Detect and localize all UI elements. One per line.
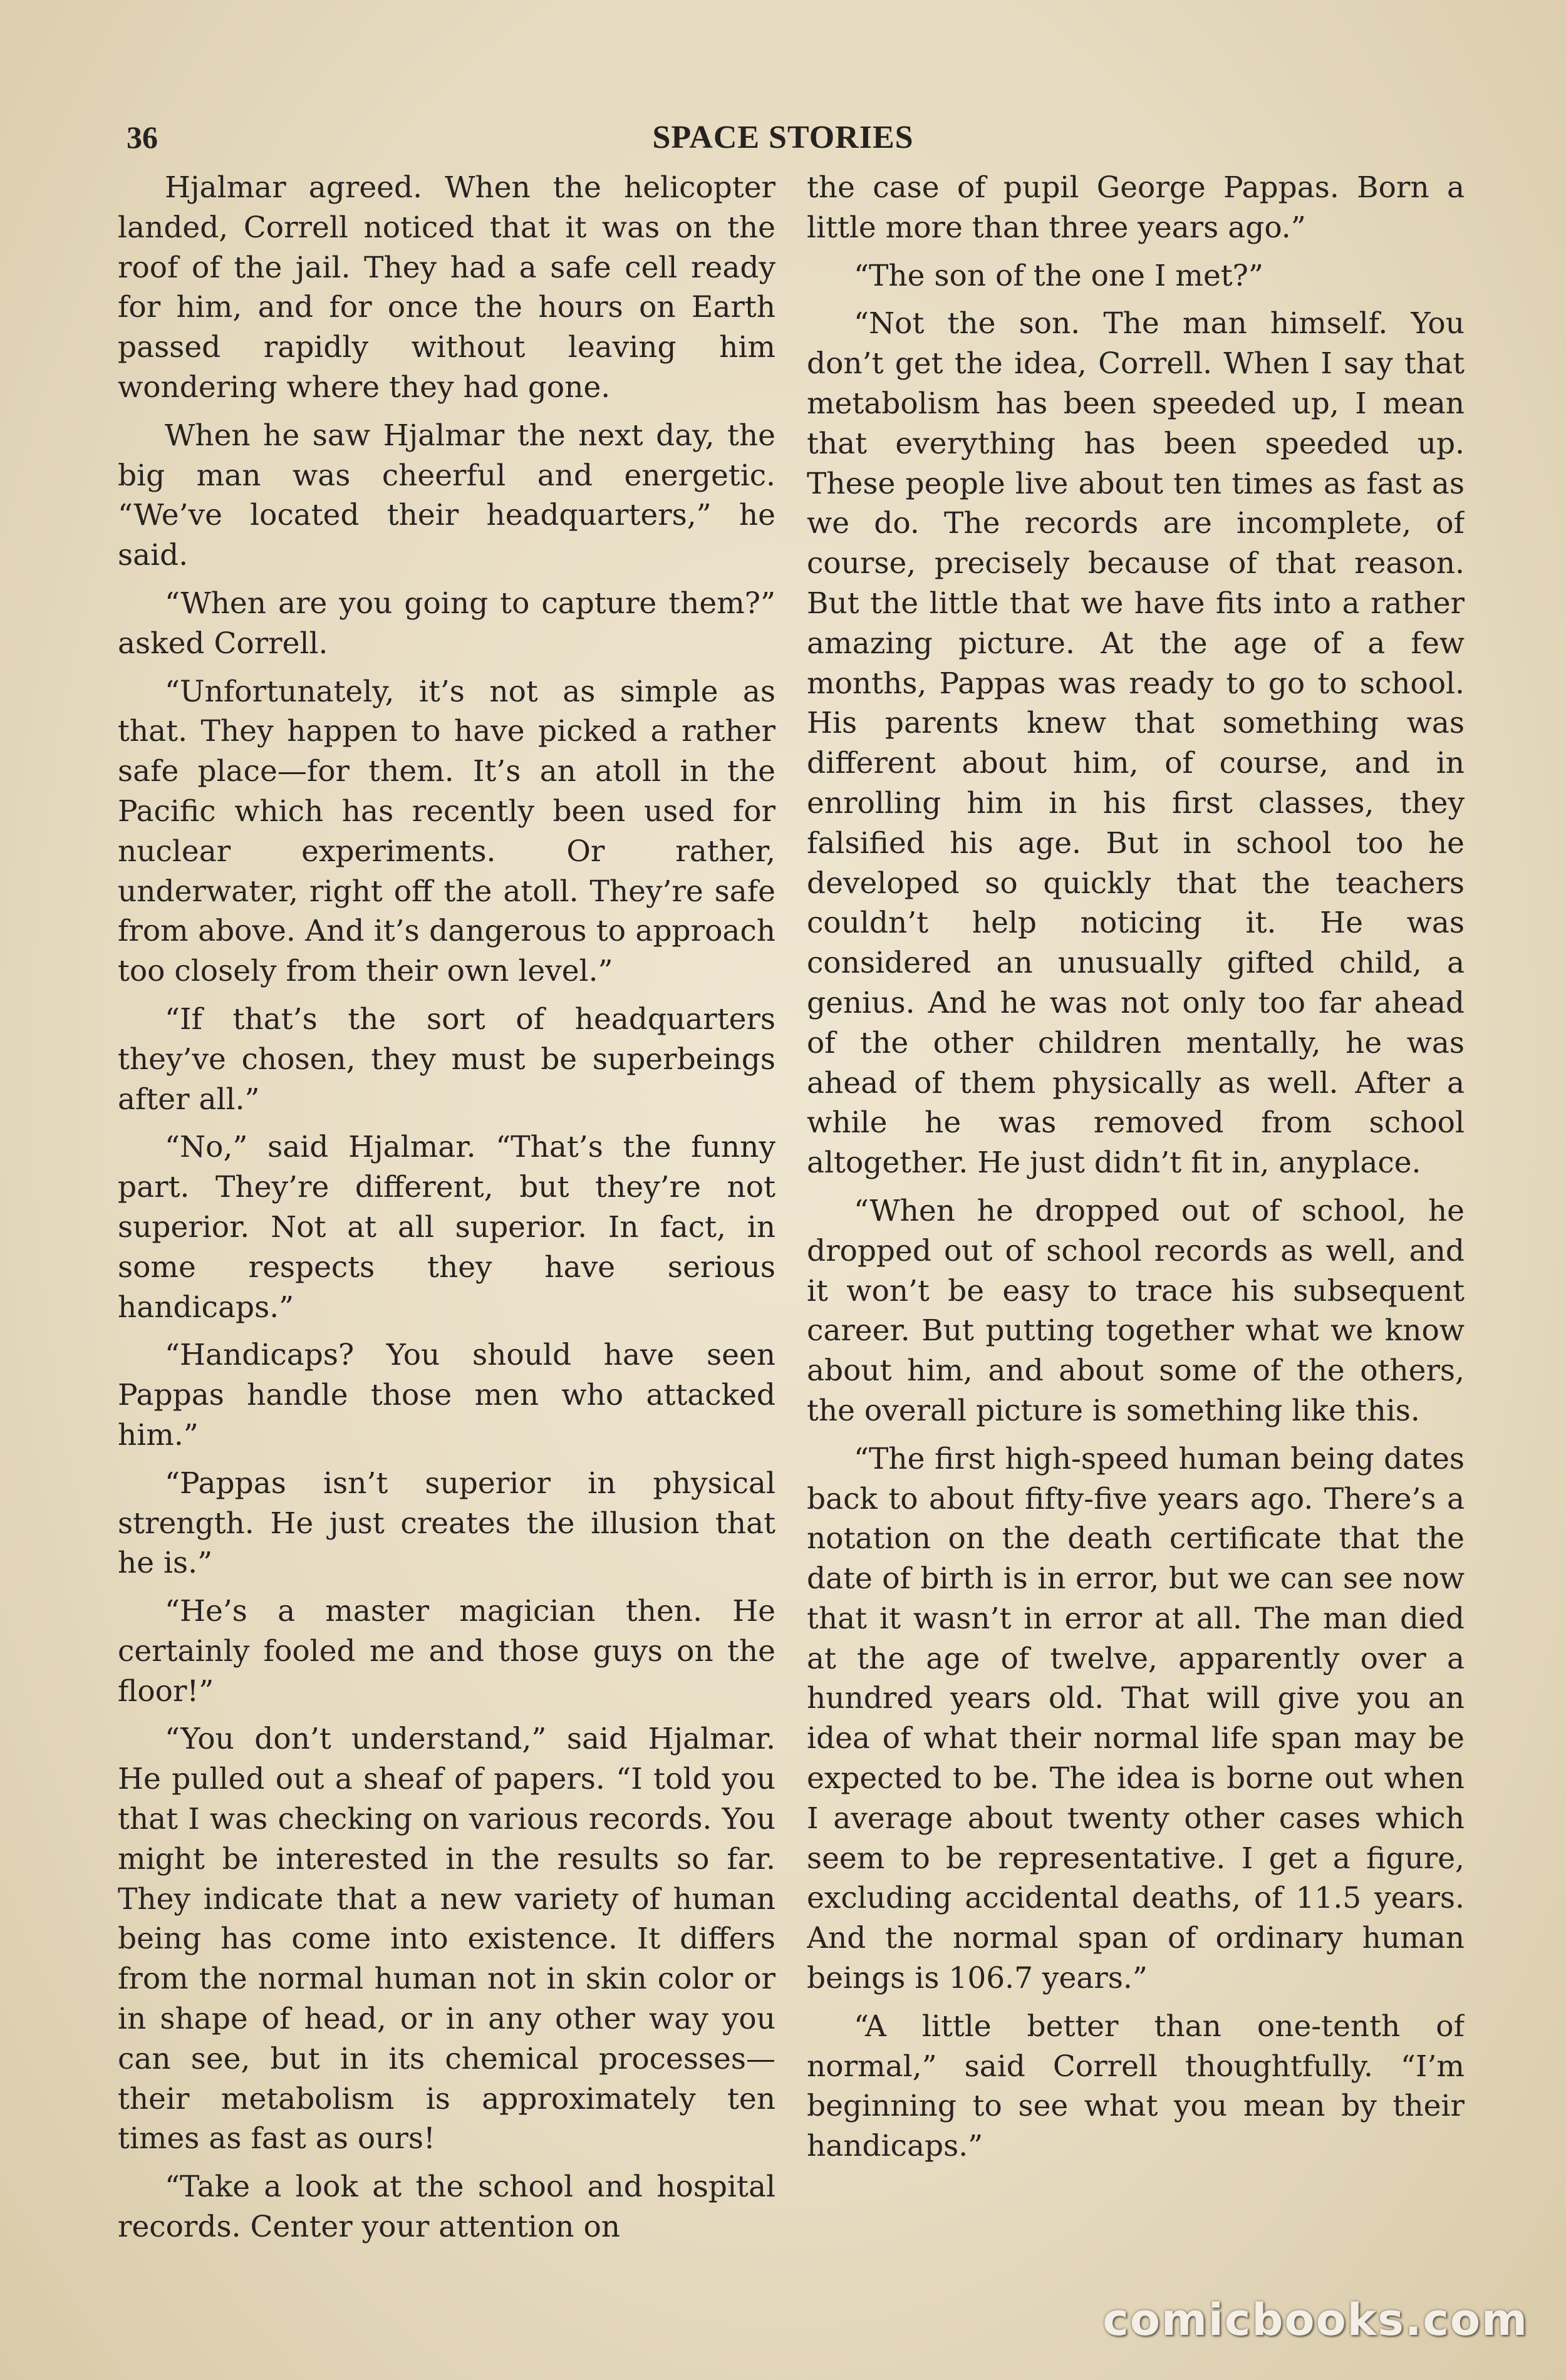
- paragraph: “You don’t understand,” said Hjalmar. He pulled out a sheaf of papers. “I told you that I was checking on various records. You might be interested in the results so far. They indicate that a new variety of human being has come into existence. It differs from the normal human not in skin color or in shape of head, or in any other way you can see, but in its chemical processes—their metabolism is approximately ten times as fast as ours!: [118, 1722, 775, 2156]
- paragraph: “A little better than one-tenth of normal,” said Correll thoughtfully. “I’m beginning to see what you mean by their handicaps.”: [807, 2009, 1465, 2164]
- running-head: SPACE STORIES: [652, 120, 914, 155]
- text-columns: [118, 168, 1465, 2285]
- paragraph: “Handicaps? You should have seen Pappas handle those men who attacked him.”: [118, 1338, 775, 1452]
- paragraph: “Unfortunately, it’s not as simple as that. They happen to have picked a rather safe place—for them. It’s an atoll in the Pacific which has recently been used for nuclear experiments. Or rather, underwater, right off the atoll. They’re safe from above. And it’s dangerous to approach too closely from their own level.”: [118, 674, 775, 989]
- watermark: comicbooks.com: [1102, 2294, 1528, 2346]
- paragraph: “The first high-speed human being dates back to about fifty-five years ago. There’s a notation on the death certificate that the date of birth is in error, but we can see now that it wasn’t in error at all. The man died at the age of twelve, apparently over a hundred years old. That will give you an idea of what their normal life span may be expected to be. The idea is borne out when I average about twenty other cases which seem to be representative. I get a figure, excluding accidental deaths, of 11.5 years. And the normal span of ordinary human beings is 106.7 years.”: [807, 1441, 1465, 1996]
- paragraph: Hjalmar agreed. When the helicopter landed, Correll noticed that it was on the roof of the jail. They had a safe cell ready for him, and for once the hours on Earth passed rapidly without leaving him wondering where they had gone.: [118, 170, 775, 405]
- paragraph: When he saw Hjalmar the next day, the big man was cheerful and energetic. “We’ve located their headquarters,” he said.: [118, 418, 775, 573]
- continued-paragraph: the case of pupil George Pappas. Born a little more than three years ago.”: [807, 170, 1465, 245]
- left-column: [118, 168, 775, 2285]
- paragraph: “Pappas isn’t superior in physical strength. He just creates the illusion that he is.”: [118, 1466, 775, 1581]
- paragraph: “No,” said Hjalmar. “That’s the funny part. They’re different, but they’re not superior. Not at all superior. In fact, in some respects they have serious handicaps.”: [118, 1130, 775, 1325]
- paragraph: “When are you going to capture them?” asked Correll.: [118, 586, 775, 661]
- paragraph: “Take a look at the school and hospital records. Center your attention on: [118, 2170, 775, 2245]
- paragraph: “When he dropped out of school, he dropped out of school records as well, and it won’t be easy to trace his subsequent career. But putting together what we know about him, and about some of the others, the overall picture is something like this.: [807, 1193, 1465, 1428]
- paragraph: “Not the son. The man himself. You don’t get the idea, Correll. When I say that metabolism has been speeded up, I mean that everything has been speeded up. These people live about ten times as fast as we do. The records are incomplete, of course, precisely because of that reason. But the little that we have fits into a rather amazing picture. At the age of a few months, Pappas was ready to go to school. His parents knew that something was different about him, of course, and in enrolling him in his first classes, they falsified his age. But in school too he developed so quickly that the teachers couldn’t help noticing it. He was considered an unusually gifted child, a genius. And he was not only too far ahead of the other children mentally, he was ahead of them physically as well. After a while he was removed from school altogether. He just didn’t fit in, anyplace.: [807, 306, 1465, 1181]
- paragraph: “The son of the one I met?”: [854, 258, 1263, 293]
- paragraph: “If that’s the sort of headquarters they’ve chosen, they must be superbeings after all.”: [118, 1001, 775, 1117]
- page-header: [119, 119, 1447, 163]
- page-number: 36: [127, 120, 158, 155]
- right-column: [807, 168, 1465, 2285]
- paragraph: “He’s a master magician then. He certainly fooled me and those guys on the floor!”: [118, 1594, 775, 1709]
